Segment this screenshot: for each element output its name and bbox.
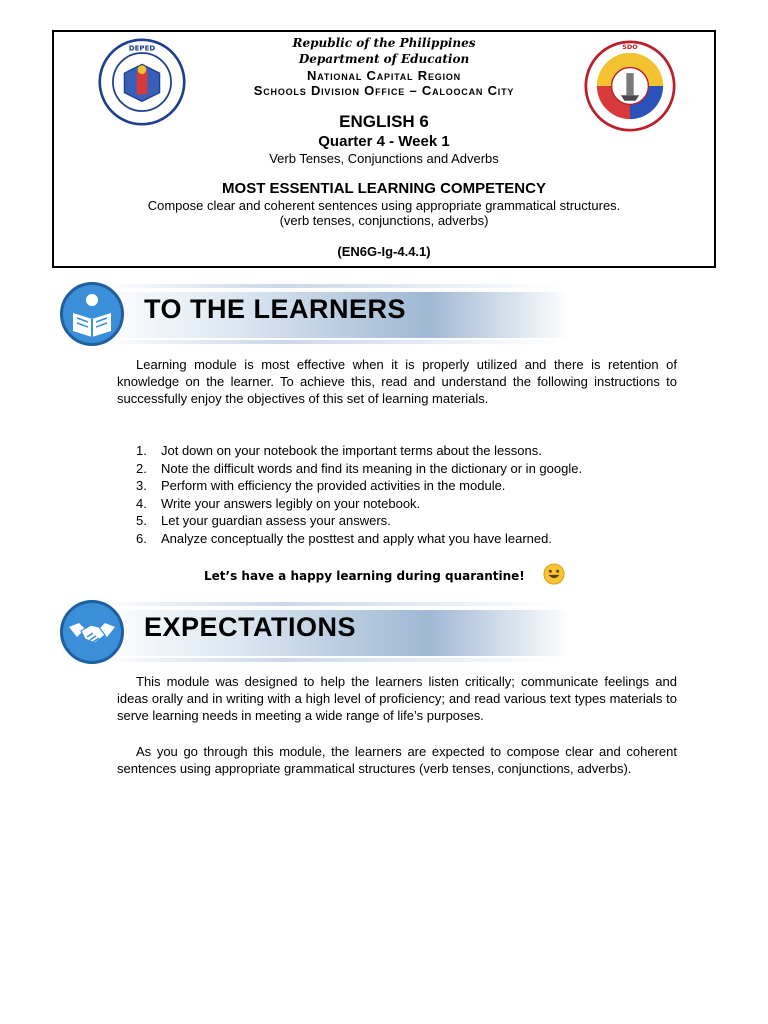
banner-stripe-top	[98, 284, 560, 288]
list-item-text: Jot down on your notebook the important terms about the lessons.	[161, 443, 542, 458]
region-label: National Capital Region	[307, 68, 461, 83]
list-item	[136, 496, 582, 514]
list-item-text: Perform with efficiency the provided activities in the module.	[161, 478, 506, 493]
learners-title: TO THE LEARNERS	[144, 294, 407, 324]
list-item-number: 4.	[136, 495, 147, 511]
list-item-number: 5.	[136, 513, 147, 528]
melc-text: Compose clear and coherent sentences using appropriate grammatical structures.	[147, 198, 621, 213]
expectations-paragraph-2	[117, 743, 677, 777]
melc-text-detail: (verb tenses, conjunctions, adverbs)	[279, 213, 489, 228]
department-label: Department of Education	[298, 52, 470, 66]
list-item	[136, 461, 582, 479]
list-item-text: Analyze conceptually the posttest and apply what you have learned.	[161, 530, 552, 546]
list-item	[136, 513, 582, 531]
list-item-number: 3.	[136, 478, 147, 493]
list-item-number: 6.	[136, 530, 147, 546]
melc-title: MOST ESSENTIAL LEARNING COMPETENCY	[222, 180, 546, 197]
reading-person-icon	[63, 285, 121, 343]
list-item	[136, 478, 582, 496]
list-item-number: 1.	[136, 443, 147, 458]
instructions-list	[136, 443, 582, 548]
learners-intro	[117, 356, 677, 408]
topic-label: Verb Tenses, Conjunctions and Adverbs	[269, 151, 499, 166]
banner-stripe-top	[98, 602, 560, 606]
expectations-paragraph-1-text: This module was designed to help the learners listen critically; communicate feelings and ideas orally and in writing with a high level of proficiency; and read various text types materials to serve learning needs in meeting a wide range of life’s purposes.	[117, 674, 677, 724]
expectations-title: EXPECTATIONS	[144, 612, 357, 642]
to-the-learners-banner	[58, 282, 570, 346]
banner-stripe-bottom	[98, 340, 560, 344]
banner-icon-circle	[60, 600, 124, 664]
learners-intro-text: Learning module is most effective when it is properly utilized and there is retention of knowledge on the learner. To achieve this, read and understand the following instructions to successfully enjoy the objectives of this set of learning materials.	[117, 357, 677, 407]
expectations-paragraph-2-text: As you go through this module, the learners are expected to compose clear and coherent sentences using appropriate grammatical structures (verb tenses, conjunctions, adverbs).	[117, 744, 677, 777]
melc-code: (EN6G-Ig-4.4.1)	[337, 244, 431, 259]
module-header	[52, 30, 716, 268]
handshake-icon	[63, 603, 121, 661]
banner-stripe-bottom	[98, 658, 560, 662]
closing-message: Let’s have a happy learning during quarantine!	[204, 569, 525, 583]
expectations-banner	[58, 600, 570, 664]
quarter-label: Quarter 4 - Week 1	[318, 133, 450, 150]
division-label: Schools Division Office – Caloocan City	[253, 83, 515, 98]
list-item	[136, 531, 582, 549]
sdo-caloocan-seal-logo	[584, 40, 676, 132]
list-item-text: Note the difficult words and find its meaning in the dictionary or in google.	[161, 460, 583, 476]
svg-text:DEPED: DEPED	[128, 43, 156, 53]
list-item-text: Let your guardian assess your answers.	[161, 513, 391, 528]
banner-icon-circle	[60, 282, 124, 346]
smiley-icon	[543, 563, 565, 585]
list-item	[136, 443, 582, 461]
expectations-paragraph-1	[117, 673, 677, 725]
republic-label: Republic of the Philippines	[292, 36, 476, 50]
list-item-text: Write your answers legibly on your notebook.	[161, 495, 421, 511]
list-item-number: 2.	[136, 460, 147, 476]
subject-title: ENGLISH 6	[339, 112, 429, 131]
svg-text:SDO: SDO	[622, 43, 638, 52]
